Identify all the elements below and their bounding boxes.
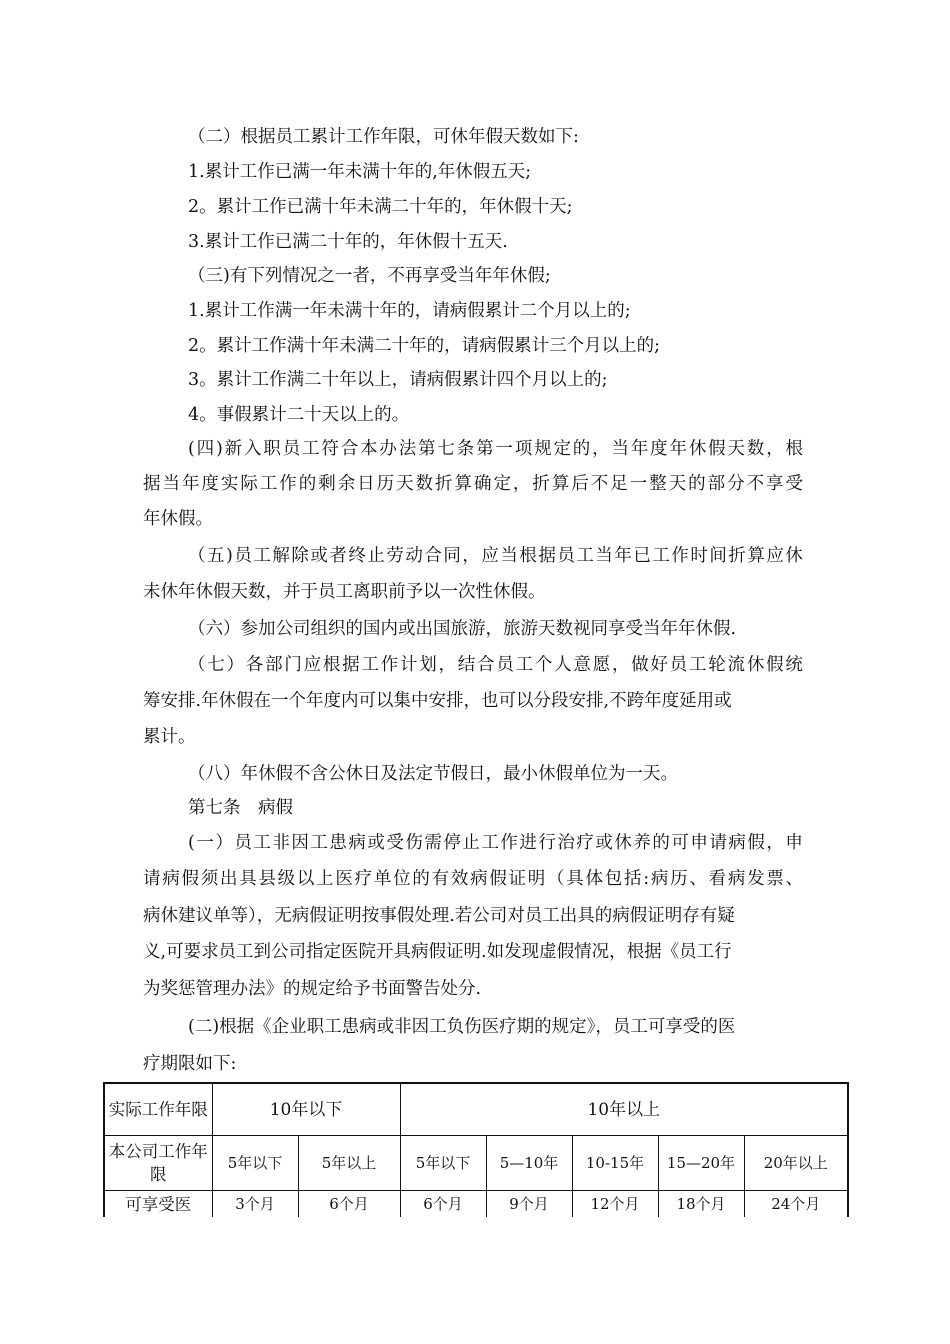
table-row (104, 1191, 848, 1218)
paragraph-line: （三)有下列情况之一者，不再享受当年年休假; (188, 266, 551, 286)
paragraph-line: (一）员工非因工患病或受伤需停止工作进行治疗或休养的可申请病假，申 (188, 833, 805, 853)
section-heading: 第七条 病假 (188, 798, 293, 818)
paragraph-line: 筹安排.年休假在一个年度内可以集中安排，也可以分段安排,不跨年度延用或 (143, 691, 732, 711)
table-cell: 5年以上 (298, 1136, 400, 1191)
paragraph-line: (四)新入职员工符合本办法第七条第一项规定的，当年度年休假天数，根 (188, 439, 805, 459)
table-cell: 10年以上 (400, 1083, 848, 1136)
paragraph-line: 累计。 (143, 727, 196, 747)
medical-period-table (103, 1082, 849, 1217)
table-cell: 5—10年 (486, 1136, 572, 1191)
table-row (104, 1136, 848, 1191)
paragraph-line: （八）年休假不含公休日及法定节假日，最小休假单位为一天。 (188, 764, 678, 784)
paragraph-line: 疗期限如下: (143, 1054, 237, 1074)
paragraph-line: （五)员工解除或者终止劳动合同，应当根据员工当年已工作时间折算应休 (188, 546, 805, 566)
row-header: 实际工作年限 (104, 1083, 212, 1136)
paragraph-line: 1.累计工作已满一年未满十年的,年休假五天; (188, 162, 532, 182)
paragraph-line: 为奖惩管理办法》的规定给予书面警告处分. (143, 979, 482, 999)
paragraph-line: 3.累计工作已满二十年的，年休假十五天. (188, 232, 508, 252)
paragraph-line: 请病假须出具县级以上医疗单位的有效病假证明（具体包括:病历、看病发票、 (143, 869, 805, 889)
table-cell: 5年以下 (400, 1136, 486, 1191)
table-cell: 9个月 (486, 1191, 572, 1218)
paragraph-line: 1.累计工作满一年未满十年的，请病假累计二个月以上的; (188, 301, 631, 321)
table-cell: 20年以上 (744, 1136, 848, 1191)
paragraph-line: (二)根据《企业职工患病或非因工负伤医疗期的规定》，员工可享受的医 (188, 1017, 736, 1037)
paragraph-line: （二）根据员工累计工作年限，可休年假天数如下: (188, 127, 579, 147)
table-cell: 6个月 (298, 1191, 400, 1218)
paragraph-line: 年休假。 (143, 509, 213, 529)
table-cell: 15—20年 (658, 1136, 744, 1191)
table-cell: 18个月 (658, 1191, 744, 1218)
paragraph-line: 病休建议单等），无病假证明按事假处理.若公司对员工出具的病假证明存有疑 (143, 906, 735, 926)
paragraph-line: 义,可要求员工到公司指定医院开具病假证明.如发现虚假情况，根据《员工行 (143, 942, 732, 962)
paragraph-line: （六）参加公司组织的国内或出国旅游，旅游天数视同享受当年年休假. (188, 619, 737, 639)
paragraph-line: 4。事假累计二十天以上的。 (188, 405, 410, 425)
table-row (104, 1083, 848, 1136)
paragraph-line: 据当年度实际工作的剩余日历天数折算确定，折算后不足一整天的部分不享受 (143, 474, 805, 494)
table-cell: 3个月 (212, 1191, 298, 1218)
paragraph-line: 3。累计工作满二十年以上，请病假累计四个月以上的; (188, 370, 608, 390)
row-header: 本公司工作年限 (104, 1136, 212, 1191)
paragraph-line: 2。累计工作满十年未满二十年的，请病假累计三个月以上的; (188, 336, 661, 356)
paragraph-line: （七）各部门应根据工作计划，结合员工个人意愿，做好员工轮流休假统 (188, 655, 805, 675)
row-header: 可享受医 (104, 1191, 212, 1218)
table-cell: 10年以下 (212, 1083, 400, 1136)
table-cell: 24个月 (744, 1191, 848, 1218)
paragraph-line: 未休年休假天数，并于员工离职前予以一次性休假。 (143, 582, 546, 602)
table-cell: 12个月 (572, 1191, 658, 1218)
table-cell: 10-15年 (572, 1136, 658, 1191)
table-cell: 6个月 (400, 1191, 486, 1218)
paragraph-line: 2。累计工作已满十年未满二十年的，年休假十天; (188, 197, 573, 217)
table-cell: 5年以下 (212, 1136, 298, 1191)
